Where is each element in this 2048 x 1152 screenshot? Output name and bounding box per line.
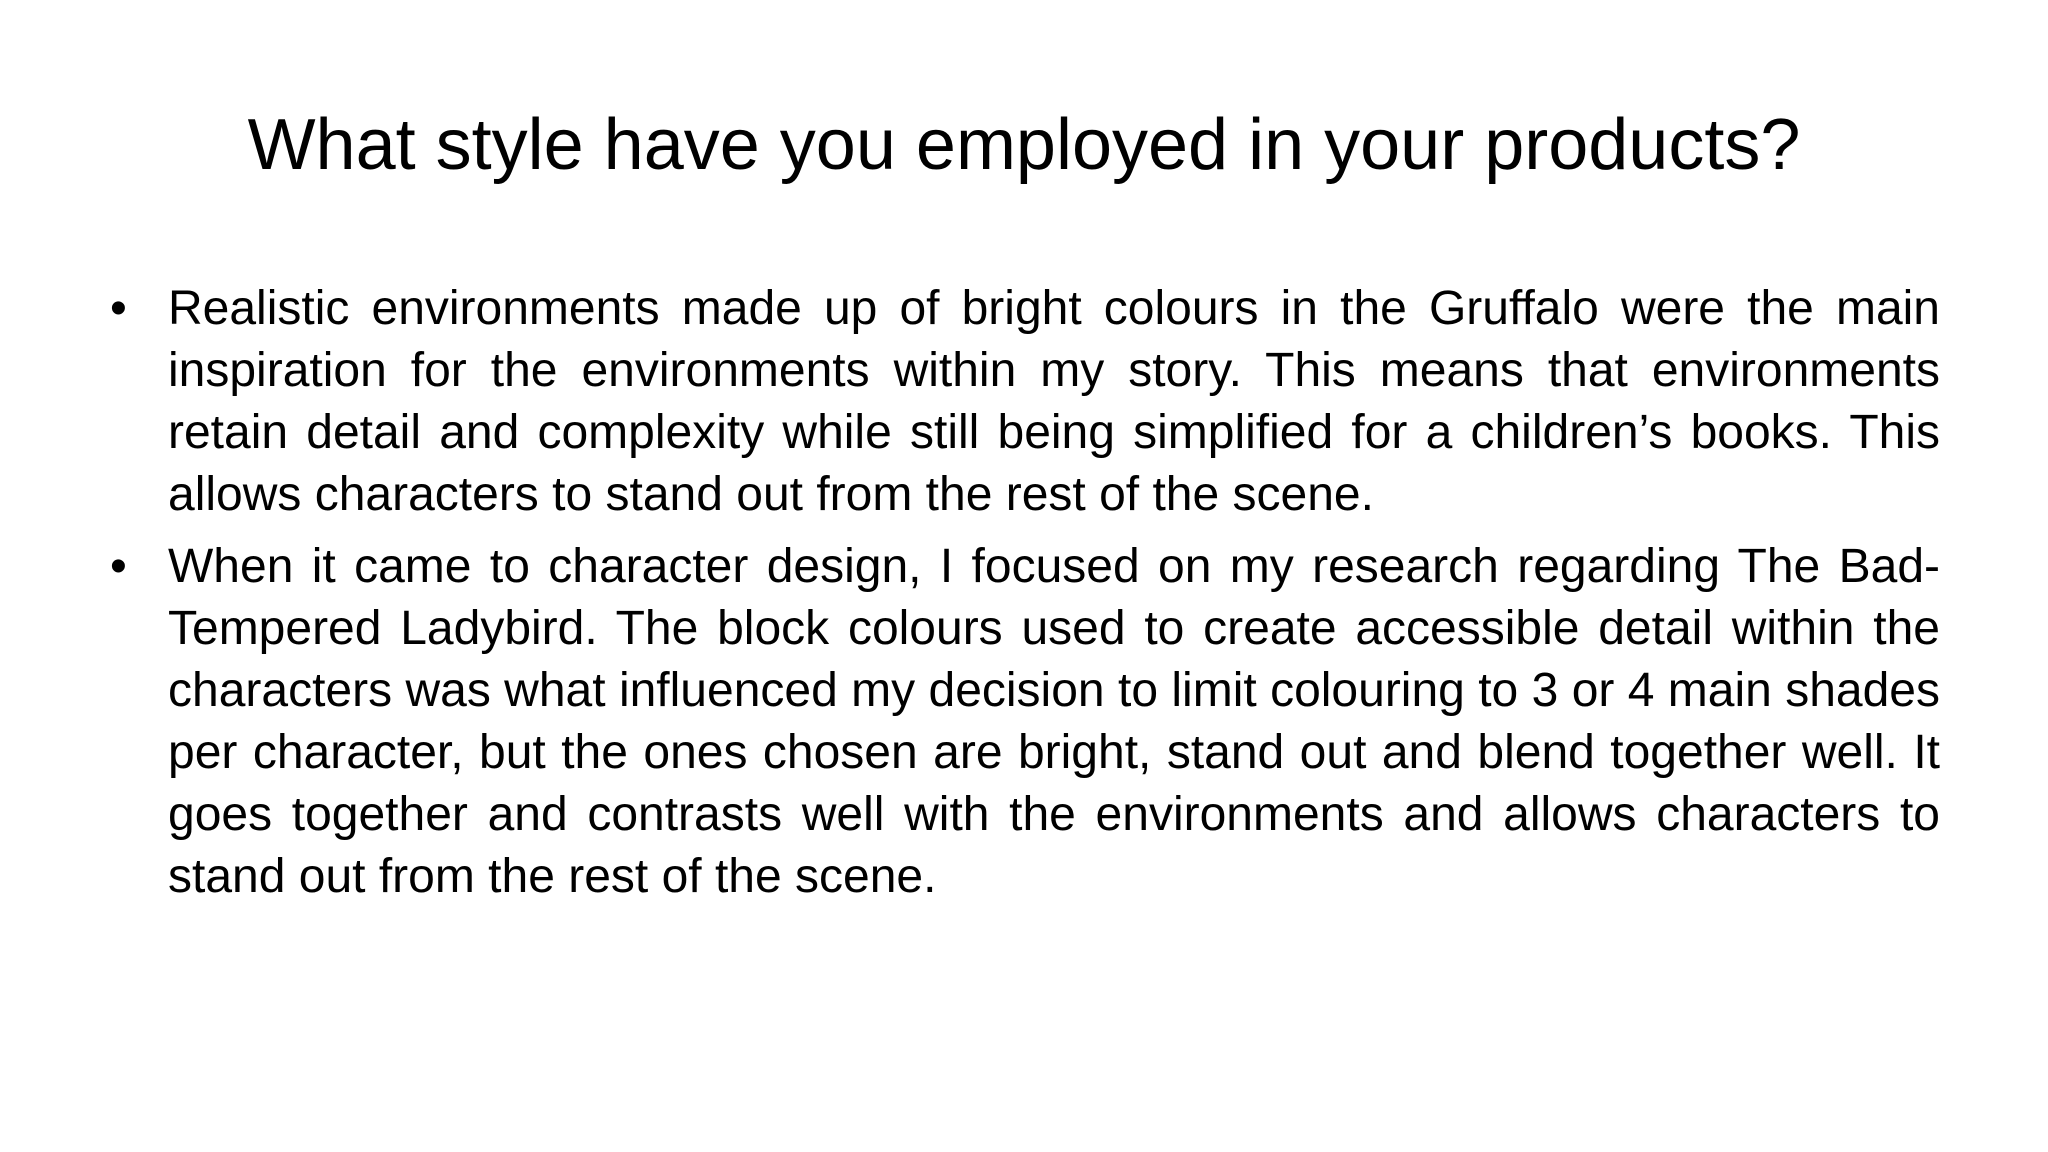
bullet-text-2: When it came to character design, I focused on my research regarding The Bad-Tempered Ladybird. The block colours used to create accessible detail within the characters was what influenced my decision to limit colouring to 3 or 4 main shades per character, but the ones chosen are bright, stand out and blend together well. It goes together and contrasts well with the environments and allows characters to stand out from the rest of the scene. (168, 540, 1940, 903)
bullet-list (110, 278, 1940, 918)
bullet-item-2 (110, 536, 1940, 908)
bullet-icon: • (110, 282, 127, 335)
bullet-item-1 (110, 278, 1940, 526)
bullet-text-1: Realistic environments made up of bright colours in the Gruffalo were the main inspiration for the environments within my story. This means that environments retain detail and complexity while still being simplified for a children’s books. This allows characters to stand out from the rest of the scene. (168, 282, 1940, 521)
slide-title: What style have you employed in your products? (247, 105, 1801, 185)
bullet-icon: • (110, 540, 127, 593)
